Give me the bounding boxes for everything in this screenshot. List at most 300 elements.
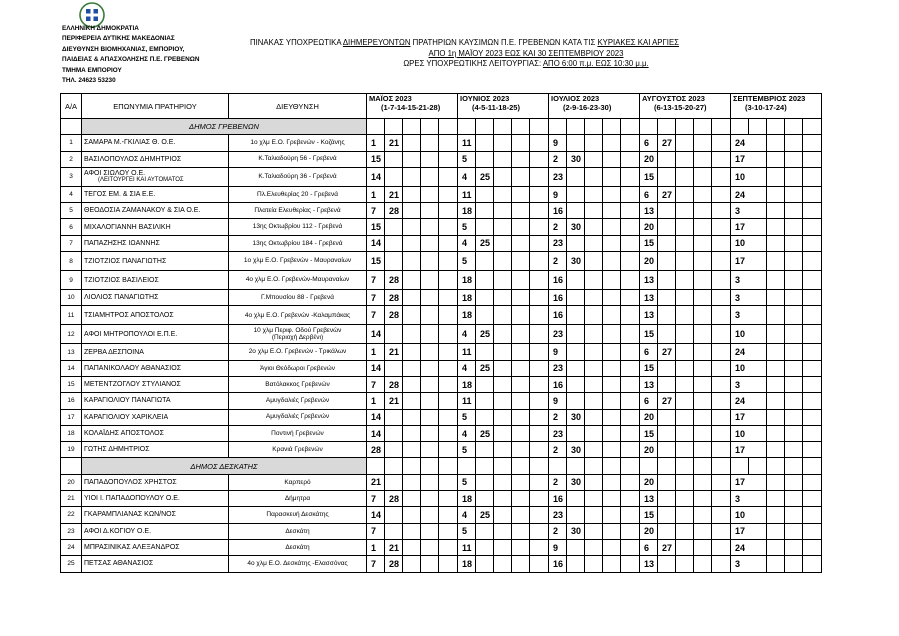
empty-cell <box>403 271 421 290</box>
table-row <box>61 271 822 290</box>
empty-cell <box>676 360 694 376</box>
title-period: ΑΠΟ 1η ΜΑΪΟΥ 2023 ΕΩΣ ΚΑΙ 30 ΣΕΠΤΕΜΒΡΙΟΥ 2023 <box>428 48 624 58</box>
empty-cell <box>494 425 512 441</box>
empty-cell <box>712 442 731 458</box>
empty-cell <box>530 151 549 167</box>
empty-cell <box>640 458 658 474</box>
duty-day: 28 <box>385 556 403 572</box>
empty-cell <box>603 167 621 186</box>
address-text: Βατόλακκος Γρεβενών <box>265 380 330 388</box>
table-row <box>61 235 822 251</box>
address-text: Κ.Ταλιαδούρη 56 - Γρεβενά <box>258 155 337 163</box>
address-text: 2ο χλμ Ε.Ο. Γρεβενών - Τρικάλων <box>248 348 347 356</box>
empty-cell <box>712 271 731 290</box>
duty-day <box>385 325 403 344</box>
empty-cell <box>712 491 731 507</box>
station-name <box>82 290 229 306</box>
empty-cell <box>767 539 785 555</box>
empty-cell <box>403 409 421 425</box>
empty-cell <box>439 556 458 572</box>
empty-cell <box>403 135 421 151</box>
table-row <box>61 376 822 392</box>
station-address <box>229 290 367 306</box>
empty-cell <box>530 167 549 186</box>
empty-cell <box>421 306 439 325</box>
empty-cell <box>621 203 640 219</box>
table-row <box>61 409 822 425</box>
duty-day: 17 <box>731 219 767 235</box>
empty-cell <box>439 325 458 344</box>
duty-day: 5 <box>458 151 476 167</box>
empty-cell <box>712 474 731 490</box>
empty-cell <box>603 507 621 523</box>
address-text: Δεσκάτη <box>285 543 310 551</box>
table-row <box>61 556 822 572</box>
station-name <box>82 474 229 490</box>
empty-cell <box>512 135 530 151</box>
empty-cell <box>494 290 512 306</box>
title-part: ΚΥΡΙΑΚΕΣ ΚΑΙ ΑΡΓΙΕΣ <box>597 38 679 47</box>
empty-cell <box>676 539 694 555</box>
empty-cell <box>494 271 512 290</box>
duty-day: 4 <box>458 425 476 441</box>
duty-day: 10 <box>731 235 767 251</box>
empty-cell <box>767 186 785 202</box>
duty-day <box>476 523 494 539</box>
empty-cell <box>712 360 731 376</box>
empty-cell <box>785 186 803 202</box>
duty-day: 14 <box>367 360 385 376</box>
empty-cell <box>694 376 712 392</box>
empty-cell <box>512 344 530 360</box>
empty-cell <box>803 135 822 151</box>
station-address <box>229 219 367 235</box>
empty-cell <box>439 290 458 306</box>
duty-day: 30 <box>567 151 585 167</box>
station-name-text: ΠΕΤΣΑΣ ΑΘΑΝΑΣΙΟΣ <box>84 560 154 568</box>
empty-cell <box>640 119 658 135</box>
empty-cell <box>767 523 785 539</box>
duty-day: 21 <box>385 393 403 409</box>
station-address <box>229 425 367 441</box>
empty-cell <box>676 507 694 523</box>
empty-cell <box>603 119 621 135</box>
empty-cell <box>803 507 822 523</box>
empty-cell <box>494 393 512 409</box>
empty-cell <box>676 219 694 235</box>
empty-cell <box>676 119 694 135</box>
empty-cell <box>621 344 640 360</box>
station-name <box>82 360 229 376</box>
duty-day: 18 <box>458 306 476 325</box>
empty-cell <box>785 442 803 458</box>
duty-day: 18 <box>458 376 476 392</box>
duty-day <box>385 442 403 458</box>
month-days: (4-5-11-18-25) <box>472 103 520 112</box>
empty-cell <box>585 344 603 360</box>
duty-day: 11 <box>458 539 476 555</box>
empty-cell <box>439 474 458 490</box>
duty-day <box>658 325 676 344</box>
empty-cell <box>603 151 621 167</box>
empty-cell <box>712 539 731 555</box>
empty-cell <box>585 556 603 572</box>
duty-day: 24 <box>731 186 767 202</box>
duty-day: 25 <box>476 425 494 441</box>
station-name <box>82 523 229 539</box>
station-name-text: ΣΑΜΑΡΑ Μ.-ΓΚΙΛΙΑΣ Θ. Ο.Ε. <box>84 139 176 147</box>
duty-day: 7 <box>367 556 385 572</box>
duty-day <box>658 167 676 186</box>
duty-day <box>658 151 676 167</box>
empty-cell <box>512 119 530 135</box>
duty-day: 15 <box>640 507 658 523</box>
empty-cell <box>603 556 621 572</box>
duty-day: 7 <box>367 491 385 507</box>
duty-day <box>385 523 403 539</box>
empty-cell <box>803 252 822 271</box>
empty-cell <box>585 491 603 507</box>
empty-cell <box>621 556 640 572</box>
empty-cell <box>512 523 530 539</box>
empty-cell <box>694 252 712 271</box>
address-text: Δεσκάτη <box>285 527 310 535</box>
station-name-text: ΑΦΟΙ ΣΙΩΛΟΥ Ο.Ε. <box>84 170 146 178</box>
station-name <box>82 135 229 151</box>
duty-day: 28 <box>385 491 403 507</box>
empty-cell <box>421 474 439 490</box>
station-name <box>82 186 229 202</box>
duty-day: 18 <box>458 271 476 290</box>
station-name <box>82 344 229 360</box>
issuer-line: ΤΜΗΜΑ ΕΜΠΟΡΙΟΥ <box>62 66 122 74</box>
empty-cell <box>803 186 822 202</box>
empty-cell <box>603 306 621 325</box>
empty-cell <box>803 344 822 360</box>
table-row <box>61 539 822 555</box>
empty-cell <box>585 523 603 539</box>
empty-cell <box>694 186 712 202</box>
row-number: 18 <box>61 425 82 441</box>
empty-cell <box>494 523 512 539</box>
station-name <box>82 167 229 186</box>
duty-day <box>476 252 494 271</box>
empty-cell <box>530 325 549 344</box>
address-text: Αμυγδαλιές Γρεβενών <box>265 397 330 405</box>
duty-day: 13 <box>640 376 658 392</box>
empty-cell <box>694 409 712 425</box>
empty-cell <box>694 167 712 186</box>
duty-day: 11 <box>458 344 476 360</box>
duty-day: 16 <box>549 376 567 392</box>
duty-day <box>658 306 676 325</box>
group-spacer <box>61 119 82 135</box>
duty-day <box>385 252 403 271</box>
empty-cell <box>512 271 530 290</box>
empty-cell <box>676 523 694 539</box>
empty-cell <box>694 442 712 458</box>
empty-cell <box>512 219 530 235</box>
empty-cell <box>676 271 694 290</box>
duty-day: 16 <box>549 556 567 572</box>
empty-cell <box>585 290 603 306</box>
empty-cell <box>403 556 421 572</box>
duty-day <box>385 507 403 523</box>
row-number: 20 <box>61 474 82 490</box>
duty-day: 6 <box>640 135 658 151</box>
duty-day: 21 <box>385 344 403 360</box>
empty-cell <box>785 491 803 507</box>
empty-cell <box>512 556 530 572</box>
empty-cell <box>785 219 803 235</box>
address-text: 4ο χλμ Ε.Ο. Δεσκάτης -Ελασσόνας <box>247 560 348 568</box>
empty-cell <box>458 119 476 135</box>
duty-day: 18 <box>458 203 476 219</box>
duty-day: 3 <box>731 290 767 306</box>
empty-cell <box>731 119 749 135</box>
duty-day <box>567 325 585 344</box>
duty-day: 21 <box>385 135 403 151</box>
station-name <box>82 425 229 441</box>
empty-cell <box>803 556 822 572</box>
month-name: ΙΟΥΛΙΟΣ 2023 <box>551 94 600 103</box>
empty-cell <box>530 474 549 490</box>
table-row <box>61 252 822 271</box>
month-name: ΜΑΪΟΣ 2023 <box>369 94 412 103</box>
empty-cell <box>585 186 603 202</box>
duty-day <box>567 186 585 202</box>
empty-cell <box>567 119 585 135</box>
table-row <box>61 219 822 235</box>
empty-cell <box>621 360 640 376</box>
empty-cell <box>676 425 694 441</box>
duty-day: 27 <box>658 186 676 202</box>
empty-cell <box>749 119 767 135</box>
duty-day: 5 <box>458 474 476 490</box>
address-text: Δήμητρα <box>284 494 311 502</box>
empty-cell <box>494 203 512 219</box>
empty-cell <box>421 344 439 360</box>
empty-cell <box>785 458 803 474</box>
empty-cell <box>439 442 458 458</box>
title-line-1 <box>250 38 830 49</box>
duty-day <box>658 409 676 425</box>
empty-cell <box>603 325 621 344</box>
empty-cell <box>403 252 421 271</box>
empty-cell <box>530 442 549 458</box>
issuer-line: ΠΕΡΙΦΕΡΕΙΑ ΔΥΤΙΚΗΣ ΜΑΚΕΔΟΝΙΑΣ <box>62 35 175 43</box>
duty-day: 18 <box>458 556 476 572</box>
empty-cell <box>512 491 530 507</box>
duty-day <box>476 203 494 219</box>
empty-cell <box>785 271 803 290</box>
empty-cell <box>694 203 712 219</box>
address-text: Παρασκευή Δεσκάτης <box>266 511 329 519</box>
duty-day: 18 <box>458 491 476 507</box>
empty-cell <box>530 203 549 219</box>
duty-day: 13 <box>640 290 658 306</box>
empty-cell <box>785 344 803 360</box>
duty-day: 3 <box>731 491 767 507</box>
duty-day <box>567 235 585 251</box>
duty-day: 6 <box>640 393 658 409</box>
table-row <box>61 290 822 306</box>
duty-day <box>567 491 585 507</box>
group-row <box>61 458 822 474</box>
month-days: (6-13-15-20-27) <box>654 103 707 112</box>
duty-day: 15 <box>640 167 658 186</box>
empty-cell <box>512 235 530 251</box>
empty-cell <box>603 135 621 151</box>
empty-cell <box>621 442 640 458</box>
duty-day: 9 <box>549 186 567 202</box>
empty-cell <box>803 203 822 219</box>
empty-cell <box>803 151 822 167</box>
duty-day: 18 <box>458 290 476 306</box>
station-address <box>229 252 367 271</box>
duty-day: 5 <box>458 252 476 271</box>
empty-cell <box>367 458 385 474</box>
empty-cell <box>421 409 439 425</box>
empty-cell <box>694 151 712 167</box>
empty-cell <box>621 290 640 306</box>
duty-day <box>567 271 585 290</box>
duty-day <box>658 442 676 458</box>
empty-cell <box>585 151 603 167</box>
empty-cell <box>603 376 621 392</box>
empty-cell <box>785 539 803 555</box>
empty-cell <box>621 491 640 507</box>
empty-cell <box>767 119 785 135</box>
duty-day <box>476 135 494 151</box>
duty-day: 20 <box>640 219 658 235</box>
row-number: 13 <box>61 344 82 360</box>
duty-day: 15 <box>640 235 658 251</box>
empty-cell <box>530 491 549 507</box>
issuer-line: ΔΙΕΥΘΥΝΣΗ ΒΙΟΜΗΧΑΝΙΑΣ, ΕΜΠΟΡΙΟΥ, <box>62 45 185 53</box>
duty-day <box>658 203 676 219</box>
address-text: 10 χλμ Περιφ. Οδού Γρεβενών <box>253 326 342 334</box>
duty-day: 30 <box>567 523 585 539</box>
table-row <box>61 344 822 360</box>
empty-cell <box>585 360 603 376</box>
station-name <box>82 442 229 458</box>
empty-cell <box>803 360 822 376</box>
duty-day: 6 <box>640 186 658 202</box>
station-name-text: ΘΕΟΔΟΣΙΑ ΖΑΜΑΝΑΚΟΥ & ΣΙΑ Ο.Ε. <box>84 207 201 215</box>
empty-cell <box>603 219 621 235</box>
duty-day <box>385 219 403 235</box>
empty-cell <box>676 556 694 572</box>
empty-cell <box>403 151 421 167</box>
duty-day: 3 <box>731 556 767 572</box>
duty-day <box>476 474 494 490</box>
empty-cell <box>621 458 640 474</box>
duty-day <box>567 290 585 306</box>
empty-cell <box>585 306 603 325</box>
duty-day <box>658 376 676 392</box>
empty-cell <box>803 425 822 441</box>
empty-cell <box>585 507 603 523</box>
duty-day <box>567 376 585 392</box>
duty-day: 14 <box>367 425 385 441</box>
empty-cell <box>421 203 439 219</box>
empty-cell <box>676 135 694 151</box>
duty-day <box>476 306 494 325</box>
document-title <box>250 38 830 70</box>
empty-cell <box>494 325 512 344</box>
duty-day: 23 <box>549 235 567 251</box>
empty-cell <box>621 393 640 409</box>
empty-cell <box>403 360 421 376</box>
duty-day: 10 <box>731 167 767 186</box>
station-name <box>82 219 229 235</box>
empty-cell <box>530 235 549 251</box>
station-address <box>229 442 367 458</box>
empty-cell <box>621 271 640 290</box>
table-row <box>61 507 822 523</box>
empty-cell <box>712 409 731 425</box>
empty-cell <box>530 393 549 409</box>
empty-cell <box>512 539 530 555</box>
table-row <box>61 306 822 325</box>
empty-cell <box>530 252 549 271</box>
duty-day: 28 <box>367 442 385 458</box>
duty-day: 7 <box>367 203 385 219</box>
empty-cell <box>494 409 512 425</box>
duty-day: 17 <box>731 409 767 425</box>
station-name-text: ΓΩΤΗΣ ΔΗΜΗΤΡΙΟΣ <box>84 446 150 454</box>
empty-cell <box>585 539 603 555</box>
row-number: 2 <box>61 151 82 167</box>
duty-day <box>658 556 676 572</box>
empty-cell <box>403 442 421 458</box>
empty-cell <box>585 474 603 490</box>
address-text: 4ο χλμ Ε.Ο. Γρεβενών-Μαυραναίων <box>245 276 350 284</box>
duty-day: 1 <box>367 539 385 555</box>
empty-cell <box>676 203 694 219</box>
station-address <box>229 409 367 425</box>
empty-cell <box>694 235 712 251</box>
duty-day: 23 <box>549 507 567 523</box>
empty-cell <box>785 556 803 572</box>
address-text: 1ο χλμ Ε.Ο. Γρεβενών - Κοζάνης <box>250 139 345 147</box>
empty-cell <box>530 360 549 376</box>
empty-cell <box>712 425 731 441</box>
station-address <box>229 186 367 202</box>
empty-cell <box>749 458 767 474</box>
empty-cell <box>512 325 530 344</box>
duty-day <box>658 219 676 235</box>
address-text: 13ης Οκτωβρίου 184 - Γρεβενά <box>252 239 343 247</box>
address-text: Γ.Μπουσίου 88 - Γρεβενά <box>261 293 334 301</box>
duty-day: 13 <box>640 271 658 290</box>
empty-cell <box>767 325 785 344</box>
station-name-text: ΛΙΟΛΙΟΣ ΠΑΝΑΓΙΩΤΗΣ <box>84 294 159 302</box>
title-part: ΔΙΗΜΕΡΕΥΟΝΤΩΝ <box>342 38 411 47</box>
empty-cell <box>403 458 421 474</box>
empty-cell <box>621 409 640 425</box>
empty-cell <box>694 474 712 490</box>
empty-cell <box>439 135 458 151</box>
row-number: 7 <box>61 235 82 251</box>
empty-cell <box>439 458 458 474</box>
station-address <box>229 474 367 490</box>
duty-day <box>567 507 585 523</box>
empty-cell <box>421 271 439 290</box>
empty-cell <box>731 458 749 474</box>
duty-day <box>567 425 585 441</box>
